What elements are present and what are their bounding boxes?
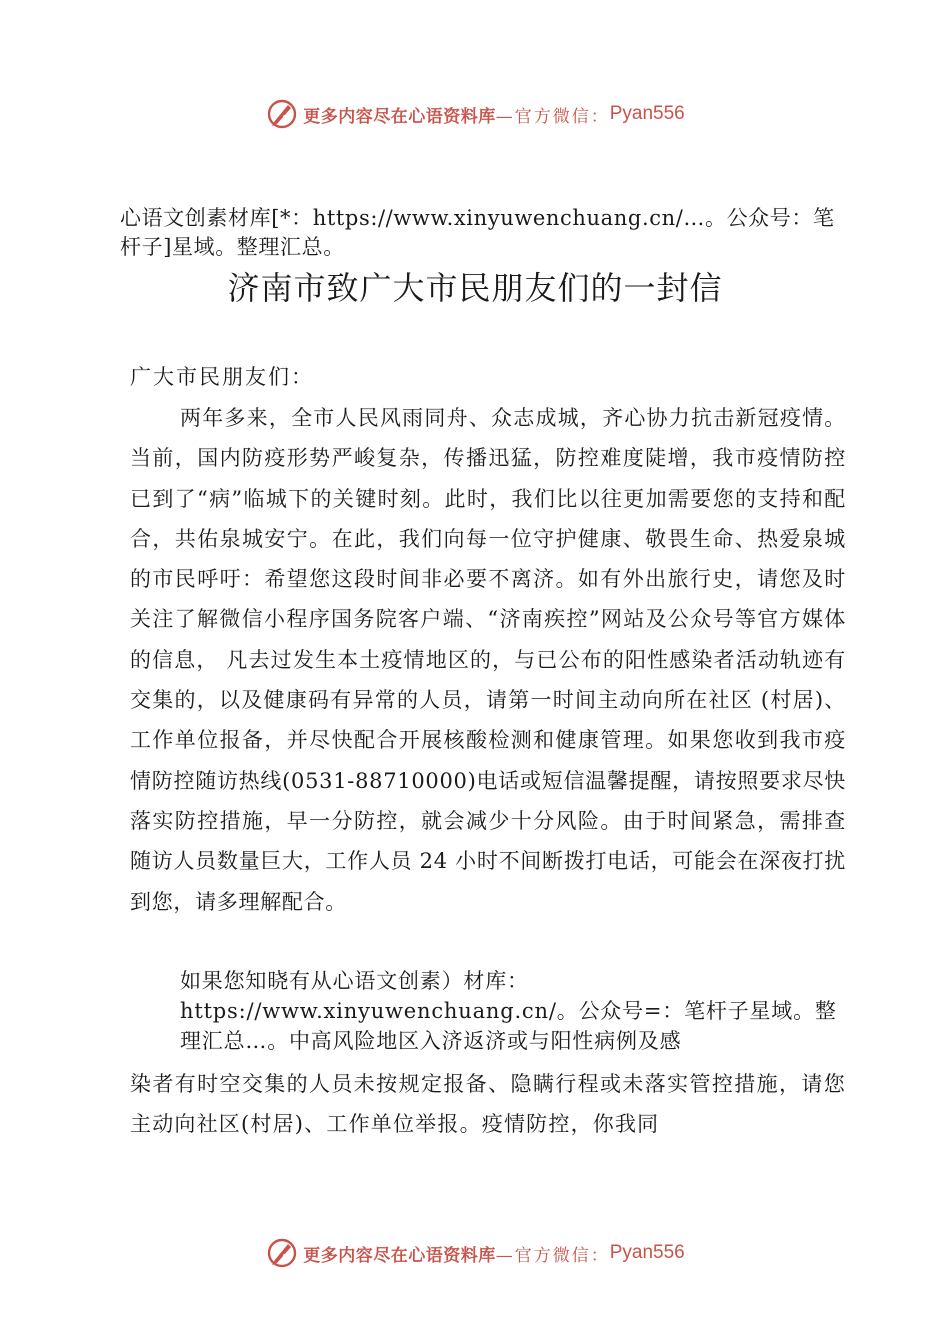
banner-wechat-id: Pyan556 <box>609 1242 685 1263</box>
pen-seal-logo-icon <box>265 1236 299 1270</box>
page-title: 济南市致广大市民朋友们的一封信 <box>227 269 723 307</box>
banner-main-text: 更多内容尽在心语资料库 <box>303 1245 496 1266</box>
salutation: 广大市民朋友们： <box>130 365 314 389</box>
source-line: 心语文创素材库[*：https://www.xinyuwenchuang.cn/…。公众号：笔杆子]星域。整理汇总。 <box>120 206 835 259</box>
banner-sub-text: —官方微信： <box>495 106 610 127</box>
body-paragraph-2: 如果您知晓有从心语文创素）材库：https://www.xinyuwenchuang.cn/。公众号=：笔杆子星域。整理汇总…。中高风险地区入济返济或与阳性病例及感 <box>180 969 837 1053</box>
header-banner <box>0 94 950 134</box>
banner-sub-text: —官方微信： <box>495 1245 610 1266</box>
body-paragraph-1: 两年多来，全市人民风雨同舟、众志成城，齐心协力抗击新冠疫情。当前，国内防疫形势严峻复杂，传播迅猛，防控难度陡增，我市疫情防控已到了“病”临城下的关键时刻。此时，我们比以往更加需要您的支持和配合，共佑泉城安宁。在此，我们向每一位守护健康、敬畏生命、热爱泉城的市民呼吁：希望您这段时间非必要不离济。如有外出旅行史，请您及时关注了解微信小程序国务院客户端、“济南疾控”网站及公众号等官方媒体的信息， 凡去过发生本土疫情地区的，与已公布的阳性感染者活动轨迹有交集的，以及健康码有异常的人员，请第一时间主动向所在社区 (村居)、工作单位报备，并尽快配合开展核酸检测和健康管理。如果您收到我市疫情防控随访热线(0531-88710000)电话或短信温馨提醒，请按照要求尽快落实防控措施，早一分防控，就会减少十分风险。由于时间紧急，需排查随访人员数量巨大，工作人员 24 小时不间断拨打电话，可能会在深夜打扰到您，请多理解配合。 <box>130 406 846 914</box>
body-paragraph-3: 染者有时空交集的人员未按规定报备、隐瞒行程或未落实管控措施，请您主动向社区(村居)、工作单位举报。疫情防控，你我同 <box>130 1072 846 1136</box>
footer-banner <box>0 1233 950 1273</box>
banner-wechat-id: Pyan556 <box>609 103 685 124</box>
pen-seal-logo-icon <box>265 97 299 131</box>
banner-main-text: 更多内容尽在心语资料库 <box>303 106 496 127</box>
